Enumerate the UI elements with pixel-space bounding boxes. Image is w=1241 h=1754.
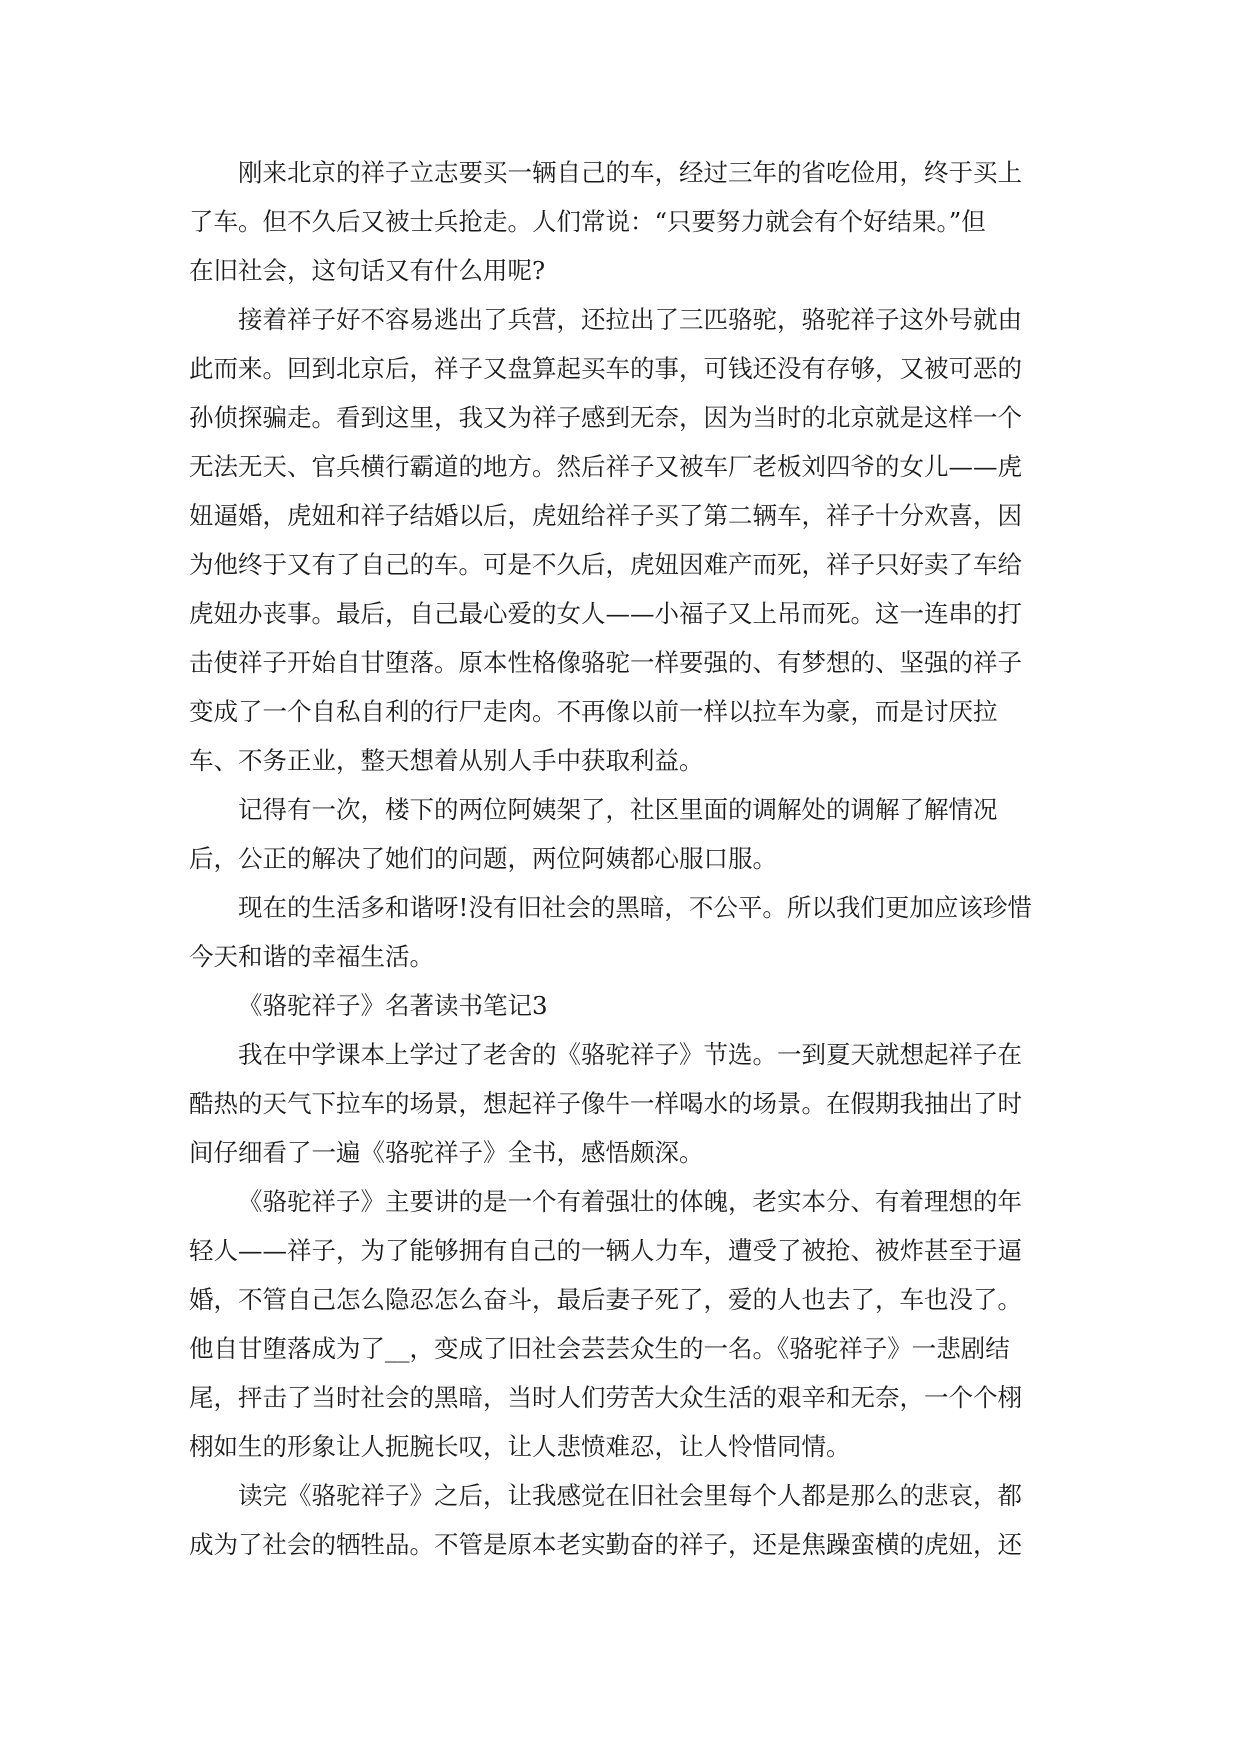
- text-line: 我在中学课本上学过了老舍的《骆驼祥子》节选。一到夏天就想起祥子在: [238, 1040, 1022, 1069]
- text-line: 妞逼婚，虎妞和祥子结婚以后，虎妞给祥子买了第二辆车，祥子十分欢喜，因: [189, 501, 1022, 530]
- text-line: 接着祥子好不容易逃出了兵营，还拉出了三匹骆驼，骆驼祥子这外号就由: [238, 305, 1022, 334]
- text-line: 无法无天、官兵横行霸道的地方。然后祥子又被车厂老板刘四爷的女儿——虎: [189, 452, 1022, 481]
- text-line: 读完《骆驼祥子》之后，让我感觉在旧社会里每个人都是那么的悲哀，都: [238, 1481, 1022, 1510]
- text-line: 尾，抨击了当时社会的黑暗，当时人们劳苦大众生活的艰辛和无奈，一个个栩: [189, 1383, 1022, 1412]
- text-line: 现在的生活多和谐呀!没有旧社会的黑暗，不公平。所以我们更加应该珍惜: [238, 893, 1032, 922]
- text-line: 今天和谐的幸福生活。: [189, 942, 434, 971]
- text-line: 车、不务正业，整天想着从别人手中获取利益。: [189, 746, 704, 775]
- section-heading: 《骆驼祥子》名著读书笔记3: [238, 991, 548, 1020]
- text-line: 后，公正的解决了她们的问题，两位阿姨都心服口服。: [189, 844, 777, 873]
- text-line: 虎妞办丧事。最后，自己最心爱的女人——小福子又上吊而死。这一连串的打: [189, 599, 1022, 628]
- text-line: 酷热的天气下拉车的场景，想起祥子像牛一样喝水的场景。在假期我抽出了时: [189, 1089, 1022, 1118]
- text-line: 栩如生的形象让人扼腕长叹，让人悲愤难忍，让人怜惜同情。: [189, 1432, 851, 1461]
- text-line: 成为了社会的牺牲品。不管是原本老实勤奋的祥子，还是焦躁蛮横的虎妞，还: [189, 1530, 1022, 1559]
- text-line: 《骆驼祥子》主要讲的是一个有着强壮的体魄，老实本分、有着理想的年: [238, 1187, 1022, 1216]
- text-line: 孙侦探骗走。看到这里，我又为祥子感到无奈，因为当时的北京就是这样一个: [189, 403, 1022, 432]
- text-line: 婚，不管自己怎么隐忍怎么奋斗，最后妻子死了，爱的人也去了，车也没了。: [189, 1285, 1022, 1314]
- text-line: 轻人——祥子，为了能够拥有自己的一辆人力车，遭受了被抢、被炸甚至于逼: [189, 1236, 1022, 1265]
- text-line: 间仔细看了一遍《骆驼祥子》全书，感悟颇深。: [189, 1138, 704, 1167]
- document-page: [189, 148, 1053, 1569]
- text-line: 刚来北京的祥子立志要买一辆自己的车，经过三年的省吃俭用，终于买上: [238, 158, 1022, 187]
- text-line: 为他终于又有了自己的车。可是不久后，虎妞因难产而死，祥子只好卖了车给: [189, 550, 1022, 579]
- text-line: 记得有一次，楼下的两位阿姨架了，社区里面的调解处的调解了解情况: [238, 795, 998, 824]
- text-line: 变成了一个自私自利的行尸走肉。不再像以前一样以拉车为豪，而是讨厌拉: [189, 697, 998, 726]
- text-line: 击使祥子开始自甘堕落。原本性格像骆驼一样要强的、有梦想的、坚强的祥子: [189, 648, 1022, 677]
- text-line: 在旧社会，这句话又有什么用呢?: [189, 256, 546, 285]
- text-line: 了车。但不久后又被士兵抢走。人们常说：“只要努力就会有个好结果。”但: [189, 207, 986, 236]
- text-line: 他自甘堕落成为了__，变成了旧社会芸芸众生的一名。《骆驼祥子》一悲剧结: [189, 1334, 1010, 1363]
- text-line: 此而来。回到北京后，祥子又盘算起买车的事，可钱还没有存够，又被可恶的: [189, 354, 1022, 383]
